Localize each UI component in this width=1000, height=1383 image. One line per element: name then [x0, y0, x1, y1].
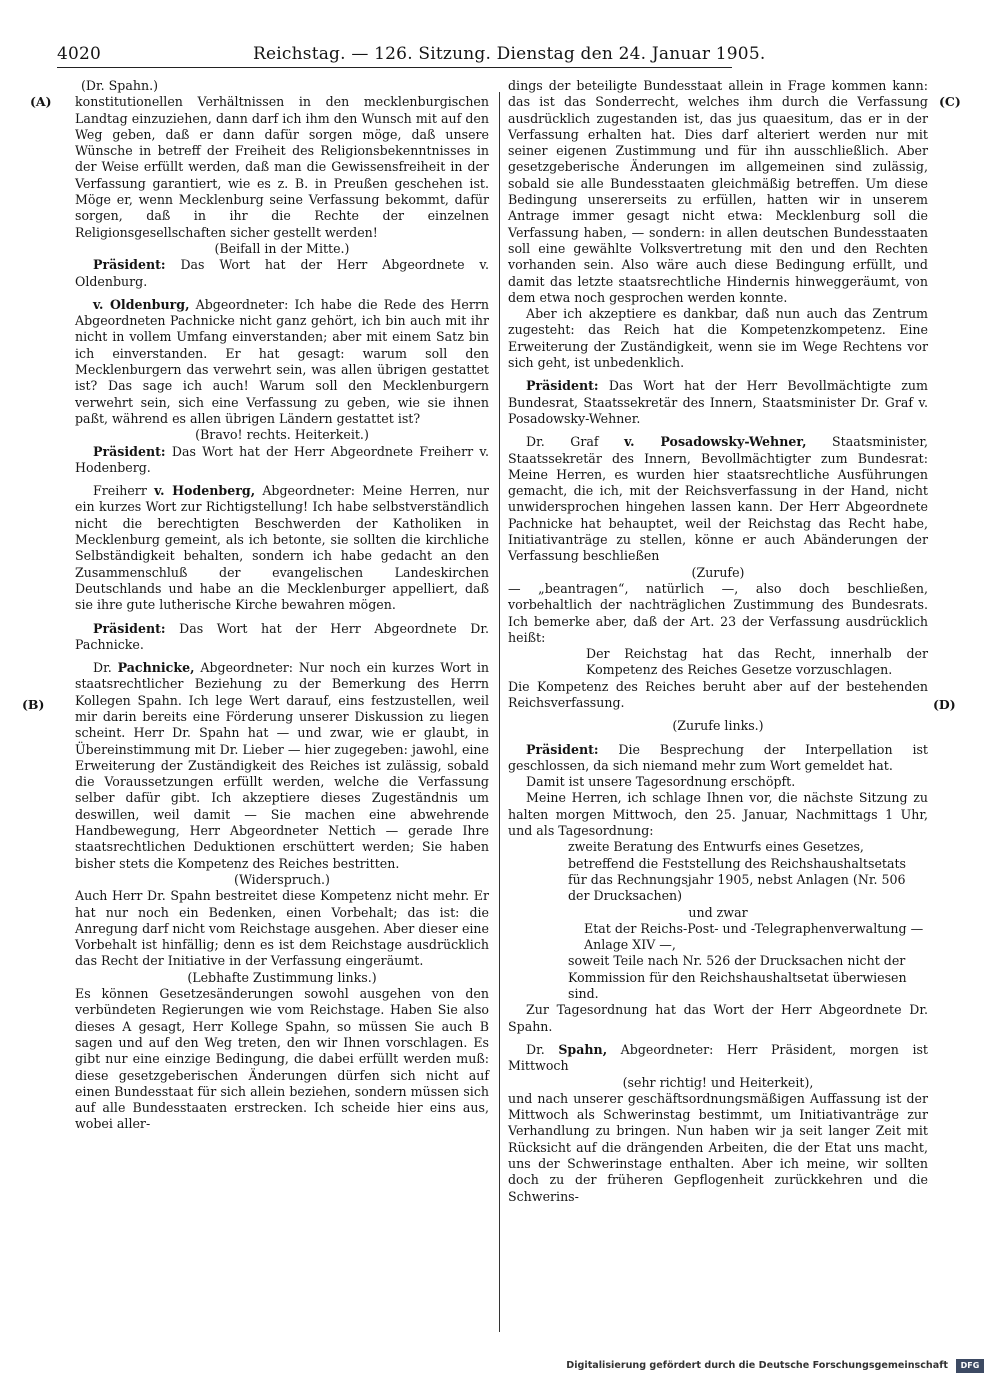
speech-paragraph: Dr. Pachnicke, Abgeordneter: Nur noch ein kurzes Wort in staatsrechtlicher Beziehung zu der Bemerkung des Herrn Kollegen Spahn. Ich lege Wert darauf, eins festzustellen, weil mir darin bereits eine Förderung unserer Diskussion zu liegen scheint. Herr Dr. Spahn hat — und zwar, wie er glaubt, in Übereinstimmung mit Dr. Lieber — hier zugegeben: jawohl, eine Erweiterung der Zuständigkeit des Reiches ist zulässig, sobald die Voraussetzungen erfüllt werden, welche die Verfassung selber dafür gibt. Ich akzeptiere dieses Zugeständnis um deswillen, weil damit — Sie machen eine abwehrende Handbewegung, Herr Abgeordneter Nettich — gerade Ihre staatsrechtlichen Deduktionen erschüttert werden; Sie haben bisher stets die Kompetenz des Reiches bestritten. [75, 660, 490, 871]
speaker-name: Präsident: [93, 443, 166, 459]
margin-marker-a: (A) [30, 94, 52, 109]
president-paragraph: Präsident: Die Besprechung der Interpellation ist geschlossen, da sich niemand mehr zum Wort gemeldet hat. [508, 741, 928, 773]
speaker-name: Präsident: [93, 620, 166, 636]
margin-marker-c: (C) [939, 94, 961, 109]
agenda-item: zweite Beratung des Entwurfs eines Gesetzes, betreffend die Feststellung des Reichshaushaltsetats für das Rechnungsjahr 1905, nebst Anlagen (Nr. 506 der Drucksachen) [568, 839, 906, 904]
agenda-item: soweit Teile nach Nr. 526 der Drucksachen nicht der Kommission für den Reichshaushaltsetat überwiesen sind. [568, 953, 907, 1002]
paragraph: Meine Herren, ich schlage Ihnen vor, die nächste Sitzung zu halten morgen Mittwoch, den 25. Januar, Nachmittags 1 Uhr, und als Tagesordnung: [508, 790, 928, 839]
left-column [75, 78, 489, 1133]
president-paragraph: Präsident: Das Wort hat der Herr Abgeordnete Dr. Pachnicke. [75, 620, 489, 652]
president-paragraph: Präsident: Das Wort hat der Herr Bevollmächtigte zum Bundesrat, Staatssekretär des Innern, Staatsminister Dr. Graf v. Posadowsky-Wehner. [508, 378, 928, 426]
agenda-item: Etat der Reichs-Post- und -Telegraphenverwaltung — Anlage XIV —, [584, 920, 924, 953]
paragraph: Die Kompetenz des Reiches beruht aber auf der bestehenden Reichsverfassung. [508, 678, 928, 710]
dfg-logo: DFG [956, 1359, 984, 1373]
paragraph: und nach unserer geschäftsordnungsmäßigen Auffassung ist der Mittwoch als Schwerinstag bestimmt, um Initiativanträge zur Verhandlung zu bringen. Nun haben wir ja seit langer Zeit mit Rücksicht auf die drängenden Arbeiten, die der Etat uns macht, uns der Schwerinstage enthalten. Aber ich meine, wir sollten doch zu der früheren Gepflogenheit zurückkehren und die Schwerins- [508, 1090, 928, 1204]
speaker-name: Pachnicke, [117, 660, 195, 676]
agenda-connector: und zwar [688, 904, 748, 920]
speaker-name: v. Hodenberg, [154, 483, 256, 499]
margin-marker-d: (D) [933, 697, 956, 712]
speaker-name: Präsident: [526, 741, 599, 757]
page-number: 4020 [57, 44, 102, 64]
paragraph: Auch Herr Dr. Spahn bestreitet diese Kompetenz nicht mehr. Er hat nur noch ein Bedenken, einen Vorbehalt; das ist: die Anregung darf nicht vom Reichstage ausgehen. Aber dieser eine Vorbehalt ist hinfällig; denn es ist dem Reichstage ausdrücklich das Recht der Initiative in der Verfassung eingeräumt. [75, 888, 489, 969]
speaker-name: v. Oldenburg, [93, 296, 190, 312]
remark: (Beifall in der Mitte.) [214, 240, 350, 256]
speech-paragraph: Dr. Spahn, Abgeordneter: Herr Präsident, morgen ist Mittwoch [508, 1041, 928, 1074]
footer-credit: Digitalisierung gefördert durch die Deutsche Forschungsgemeinschaft [566, 1360, 948, 1371]
paragraph: konstitutionellen Verhältnissen in den mecklenburgischen Landtag einzuziehen, dann darf ich ihm den Wunsch mit auf den Weg geben, daß er dann dafür sorgen möge, daß unsere Wünsche in betreff der Freiheit des Religionsbekenntnisses in der Weise erfüllt werden, daß man die Gewissensfreiheit in der Verfassung garantiert, wie es z. B. in Preußen geschehen ist. Möge er, wenn Mecklenburg seine Verfassung bekommt, dafür sorgen, daß in ihr die Rechte der einzelnen Religionsgesellschaften sicher gestellt werden! [75, 94, 489, 240]
remark: (sehr richtig! und Heiterkeit), [622, 1074, 814, 1090]
remark: (Lebhafte Zustimmung links.) [187, 969, 377, 985]
speaker-name: Präsident: [93, 257, 166, 273]
remark: (Zurufe links.) [672, 718, 764, 734]
paragraph: Damit ist unsere Tagesordnung erschöpft. [526, 774, 796, 790]
running-title: Reichstag. — 126. Sitzung. Dienstag den 24. Januar 1905. [253, 44, 766, 64]
paragraph: Es können Gesetzesänderungen sowohl ausgehen von den verbündeten Regierungen wie vom Reichstage. Haben Sie also dieses A gesagt, Herr Kollege Spahn, so müssen Sie auch B sagen und auf den Weg treten, den wir Ihnen vorschlagen. Es gibt nur eine einzige Bedingung, die dabei erfüllt werden muß: diese gesetzgeberischen Änderungen dürfen sich nicht auf einen Bundesstaat für sich allein beziehen, sondern müssen sich auf alle Bundesstaaten erstrecken. Ich scheide hier eins aus, wobei aller- [75, 986, 489, 1132]
speech-paragraph: Dr. Graf v. Posadowsky-Wehner, Staatsminister, Staatssekretär des Innern, Bevollmächtigter zum Bundesrat: Meine Herren, es wurden hier staatsrechtliche Ausführungen gemacht, die ich, mit der Reichsverfassung in der Hand, nicht unwidersprochen hingehen lassen kann. Der Herr Abgeordnete Pachnicke hat behauptet, weil der Reichstag das Recht habe, Initiativanträge zu stellen, könne er auch Abänderungen der Verfassung beschließen [508, 434, 928, 564]
paragraph: dings der beteiligte Bundesstaat allein in Frage kommen kann: das ist das Sonderrecht, welches ihm durch die Verfassung ausdrücklich zugestanden ist, das jus quaesitum, das er in der Verfassung erhalten hat. Dies darf alteriert werden nur mit seiner eigenen Zustimmung und für ihn ausschließlich. Aber gesetzgeberische Änderungen im allgemeinen sind zulässig, sobald sie alle Bundesstaaten gleichmäßig betreffen. Um diese Bedingung unsererseits zu erfüllen, hatten wir in unserem Antrage immer gesagt nicht etwa: Mecklenburg soll die Verfassung haben, — sondern: in allen deutschen Bundesstaaten soll eine gewählte Volksvertretung mit den und den Rechten vorhanden sein. Also wäre auch diese Bedingung erfüllt, und damit das letzte staatsrechtliche Hindernis hinweggeräumt, von dem etwa noch gesprochen werden konnte. [508, 78, 928, 305]
remark: (Bravo! rechts. Heiterkeit.) [195, 427, 369, 443]
president-paragraph: Präsident: Das Wort hat der Herr Abgeordnete Freiherr v. Hodenberg. [75, 443, 489, 475]
remark: (Zurufe) [691, 564, 745, 580]
remark: (Widerspruch.) [234, 871, 330, 887]
speech-paragraph: v. Oldenburg, Abgeordneter: Ich habe die Rede des Herrn Abgeordneten Pachnicke nicht ganz gehört, ich bin auch mit ihr nicht in vollem Umfang einverstanden; aber mit einem Satz bin ich einverstanden. Er hat gesagt: warum soll den Mecklenburgern das verwehrt sein, was allen übrigen gestattet ist? Das sage ich auch! Warum soll den Mecklenburgern verwehrt sein, sich eine Verfassung zu geben, wie sie ihnen paßt, während es allen übrigen Ländern gestattet ist? [75, 296, 489, 426]
speaker-name: Präsident: [526, 378, 599, 394]
footer [566, 1358, 988, 1376]
speaker-name: v. Posadowsky-Wehner, [624, 434, 807, 450]
column-divider [499, 92, 500, 1332]
paragraph: Aber ich akzeptiere es dankbar, daß nun auch das Zentrum zugesteht: das Reich hat die Kompetenzkompetenz. Eine Erweiterung der Zuständigkeit, wenn sie im Wege Rechtens vor sich geht, ist unbedenklich. [508, 306, 928, 371]
page-header [57, 44, 766, 68]
right-column [508, 78, 928, 1205]
margin-marker-b: (B) [22, 697, 45, 712]
speaker-tag: (Dr. Spahn.) [81, 78, 158, 93]
speech-paragraph: Freiherr v. Hodenberg, Abgeordneter: Meine Herren, nur ein kurzes Wort zur Richtigstellung! Ich habe selbstverständlich nicht die berechtigten Beschwerden der Katholiken in Mecklenburg gemeint, als ich betonte, sie sollten die kirchliche Selbständigkeit behalten, sondern ich habe gedacht an den Zusammenschluß der evangelischen Landeskirchen Deutschlands und habe an die Mecklenburger appelliert, daß sie ihre gute lutherische Kirche bewahren mögen. [75, 483, 489, 613]
speaker-name: Spahn, [558, 1041, 608, 1057]
paragraph: — „beantragen“, natürlich —, also doch beschließen, vorbehaltlich der nachträglichen Zustimmung des Bundesrats. Ich bemerke aber, daß der Art. 23 der Verfassung ausdrücklich heißt: [508, 580, 928, 645]
quotation: Der Reichstag hat das Recht, innerhalb der Kompetenz des Reiches Gesetze vorzuschlagen. [586, 646, 928, 678]
header-rule [57, 67, 732, 68]
president-paragraph: Präsident: Das Wort hat der Herr Abgeordnete v. Oldenburg. [75, 257, 489, 289]
paragraph: Zur Tagesordnung hat das Wort der Herr Abgeordnete Dr. Spahn. [508, 1002, 928, 1034]
